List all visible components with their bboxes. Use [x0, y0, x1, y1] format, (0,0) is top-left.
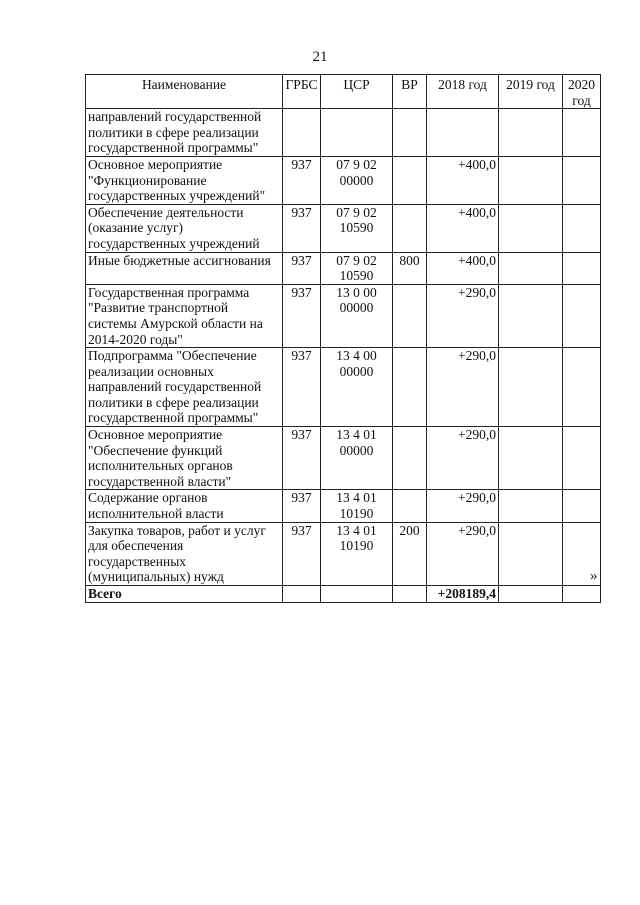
- row-name: Основное мероприятие "Функционирование государственных учреждений": [86, 156, 283, 204]
- row-csr: 13 4 01 10190: [321, 490, 393, 522]
- row-vr: [393, 348, 427, 427]
- page-number: 21: [312, 49, 328, 65]
- row-vr: [393, 156, 427, 204]
- header-csr: ЦСР: [321, 75, 393, 109]
- table-row: [86, 490, 601, 522]
- row-2018: +290,0: [427, 490, 499, 522]
- header-grbs: ГРБС: [283, 75, 321, 109]
- row-grbs: 937: [283, 348, 321, 427]
- row-2019: [499, 522, 563, 585]
- header-2018: 2018 год: [427, 75, 499, 109]
- total-2019: [499, 586, 563, 603]
- row-name: Иные бюджетные ассигнования: [86, 252, 283, 284]
- row-2018: +400,0: [427, 204, 499, 252]
- row-csr: [321, 109, 393, 157]
- row-2019: [499, 204, 563, 252]
- total-csr: [321, 586, 393, 603]
- row-name: Государственная программа "Развитие транспортной системы Амурской области на 2014-2020 годы": [86, 284, 283, 347]
- table-row: [86, 252, 601, 284]
- row-2018: +290,0: [427, 427, 499, 490]
- row-2019: [499, 109, 563, 157]
- total-2020: [563, 586, 601, 603]
- row-grbs: 937: [283, 156, 321, 204]
- row-2020: [563, 109, 601, 157]
- row-csr: 13 0 00 00000: [321, 284, 393, 347]
- row-2018: +290,0: [427, 284, 499, 347]
- closing-quote-mark: »: [590, 568, 598, 584]
- budget-table: [85, 74, 601, 603]
- table-header-row: [86, 75, 601, 109]
- row-grbs: 937: [283, 284, 321, 347]
- row-vr: 200: [393, 522, 427, 585]
- row-grbs: [283, 109, 321, 157]
- table-total-row: [86, 586, 601, 603]
- header-name: Наименование: [86, 75, 283, 109]
- row-2019: [499, 427, 563, 490]
- row-2019: [499, 252, 563, 284]
- row-2020: [563, 348, 601, 427]
- table-row: [86, 109, 601, 157]
- row-csr: 07 9 02 00000: [321, 156, 393, 204]
- row-name: Содержание органов исполнительной власти: [86, 490, 283, 522]
- table-row: [86, 284, 601, 347]
- table-row: [86, 204, 601, 252]
- row-2019: [499, 156, 563, 204]
- row-2018: +400,0: [427, 156, 499, 204]
- row-grbs: 937: [283, 522, 321, 585]
- row-2018: [427, 109, 499, 157]
- row-name: Обеспечение деятельности (оказание услуг) государственных учреждений: [86, 204, 283, 252]
- row-name: Основное мероприятие "Обеспечение функций исполнительных органов государственной власти": [86, 427, 283, 490]
- row-vr: [393, 204, 427, 252]
- row-vr: [393, 284, 427, 347]
- total-2018: +208189,4: [427, 586, 499, 603]
- row-grbs: 937: [283, 427, 321, 490]
- row-name: Подпрограмма "Обеспечение реализации основных направлений государственной политики в сфере реализации государственной программы": [86, 348, 283, 427]
- row-2018: +290,0: [427, 522, 499, 585]
- row-csr: 13 4 01 00000: [321, 427, 393, 490]
- row-2018: +400,0: [427, 252, 499, 284]
- row-2020: [563, 204, 601, 252]
- table-row: [86, 427, 601, 490]
- row-vr: [393, 427, 427, 490]
- row-csr: 07 9 02 10590: [321, 204, 393, 252]
- row-2018: +290,0: [427, 348, 499, 427]
- table-row: [86, 348, 601, 427]
- total-vr: [393, 586, 427, 603]
- total-label: Всего: [86, 586, 283, 603]
- row-vr: [393, 109, 427, 157]
- row-vr: 800: [393, 252, 427, 284]
- table-row: [86, 522, 601, 585]
- row-vr: [393, 490, 427, 522]
- row-2020: [563, 284, 601, 347]
- row-2019: [499, 490, 563, 522]
- header-2020: 2020 год: [563, 75, 601, 109]
- table-row: [86, 156, 601, 204]
- row-name: Закупка товаров, работ и услуг для обеспечения государственных (муниципальных) нужд: [86, 522, 283, 585]
- total-grbs: [283, 586, 321, 603]
- row-2019: [499, 284, 563, 347]
- row-2020: [563, 490, 601, 522]
- header-2019: 2019 год: [499, 75, 563, 109]
- row-name: направлений государственной политики в сфере реализации государственной программы": [86, 109, 283, 157]
- row-2019: [499, 348, 563, 427]
- row-grbs: 937: [283, 204, 321, 252]
- row-csr: 07 9 02 10590: [321, 252, 393, 284]
- row-grbs: 937: [283, 490, 321, 522]
- row-2020: [563, 427, 601, 490]
- row-grbs: 937: [283, 252, 321, 284]
- row-2020: [563, 252, 601, 284]
- header-vr: ВР: [393, 75, 427, 109]
- row-2020: [563, 156, 601, 204]
- row-csr: 13 4 01 10190: [321, 522, 393, 585]
- row-csr: 13 4 00 00000: [321, 348, 393, 427]
